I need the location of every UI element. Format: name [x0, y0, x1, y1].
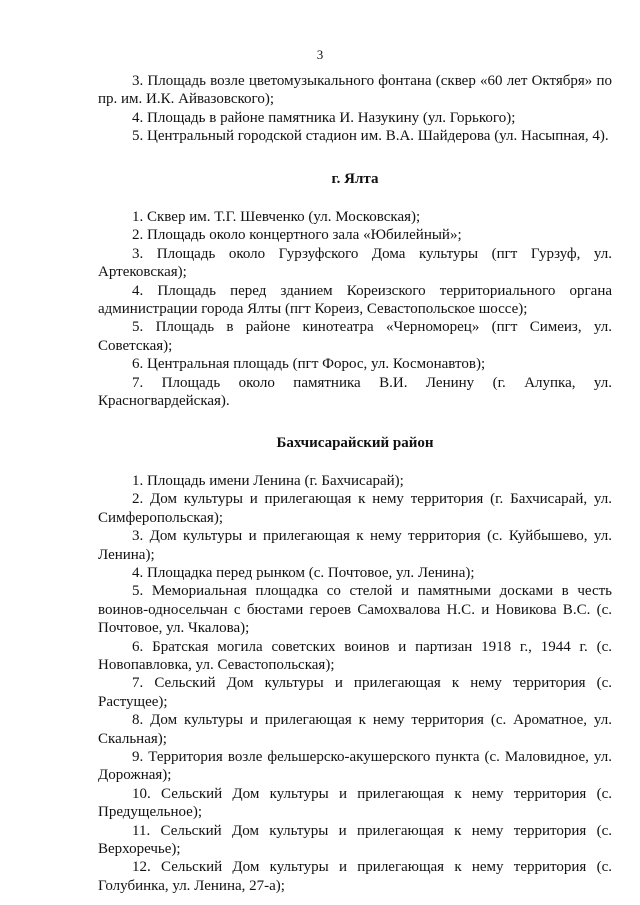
- list-item: 9. Территория возле фельшерско-акушерского пункта (с. Маловидное, ул. Дорожная);: [98, 749, 612, 784]
- section-list-bakhchisaray: [98, 472, 612, 895]
- list-item: 4. Площадь в районе памятника И. Назукину (ул. Горького);: [132, 109, 516, 126]
- list-item: 2. Дом культуры и прилегающая к нему территория (г. Бахчисарай, ул. Симферопольская);: [98, 491, 612, 526]
- list-item: 5. Площадь в районе кинотеатра «Черноморец» (пгт Симеиз, ул. Советская);: [98, 319, 612, 354]
- list-item: 2. Площадь около концертного зала «Юбилейный»;: [132, 227, 462, 244]
- list-item: 6. Братская могила советских воинов и партизан 1918 г., 1944 г. (с. Новопавловка, ул. Севастопольская);: [98, 638, 612, 673]
- document-body: [98, 72, 612, 895]
- section-list-yalta: [98, 208, 612, 410]
- list-item: 11. Сельский Дом культуры и прилегающая к нему территория (с. Верхоречье);: [98, 822, 612, 858]
- list-item: 5. Центральный городской стадион им. В.А. Шайдерова (ул. Насыпная, 4).: [132, 128, 609, 145]
- section-title-bakhchisaray: Бахчисарайский район: [276, 434, 434, 451]
- list-item: 12. Сельский Дом культуры и прилегающая к нему территория (с. Голубинка, ул. Ленина, 27-а);: [98, 859, 612, 894]
- section-title-yalta: г. Ялта: [331, 170, 379, 187]
- list-item: 4. Площадь перед зданием Кореизского территориального органа администрации города Ялты (пгт Кореиз, Севастопольское шоссе);: [98, 282, 612, 318]
- list-item: 3. Дом культуры и прилегающая к нему территория (с. Куйбышево, ул. Ленина);: [98, 528, 612, 563]
- list-item: 1. Площадь имени Ленина (г. Бахчисарай);: [132, 472, 404, 489]
- list-item: 5. Мемориальная площадка со стелой и памятными досками в честь воинов-односельчан с бюстами героев Самохвалова Н.С. и Новикова В.С. (с. Почтовое, ул. Чкалова);: [98, 583, 612, 637]
- list-item: 4. Площадка перед рынком (с. Почтовое, ул. Ленина);: [132, 564, 475, 581]
- page-number: 3: [316, 47, 324, 62]
- top-list: [98, 72, 612, 146]
- list-item: 10. Сельский Дом культуры и прилегающая к нему территория (с. Предущельное);: [98, 785, 612, 821]
- list-item: 7. Сельский Дом культуры и прилегающая к нему территория (с. Растущее);: [98, 675, 612, 710]
- list-item: 8. Дом культуры и прилегающая к нему территория (с. Ароматное, ул. Скальная);: [98, 712, 612, 747]
- list-item: 7. Площадь около памятника В.И. Ленину (г. Алупка, ул. Красногвардейская).: [98, 374, 612, 410]
- list-item: 3. Площадь возле цветомузыкального фонтана (сквер «60 лет Октября» по пр. им. И.К. Айвазовского);: [98, 73, 612, 108]
- list-item: 3. Площадь около Гурзуфского Дома культуры (пгт Гурзуф, ул. Артековская);: [98, 245, 612, 281]
- list-item: 6. Центральная площадь (пгт Форос, ул. Космонавтов);: [132, 356, 486, 373]
- list-item: 1. Сквер им. Т.Г. Шевченко (ул. Московская);: [132, 209, 421, 226]
